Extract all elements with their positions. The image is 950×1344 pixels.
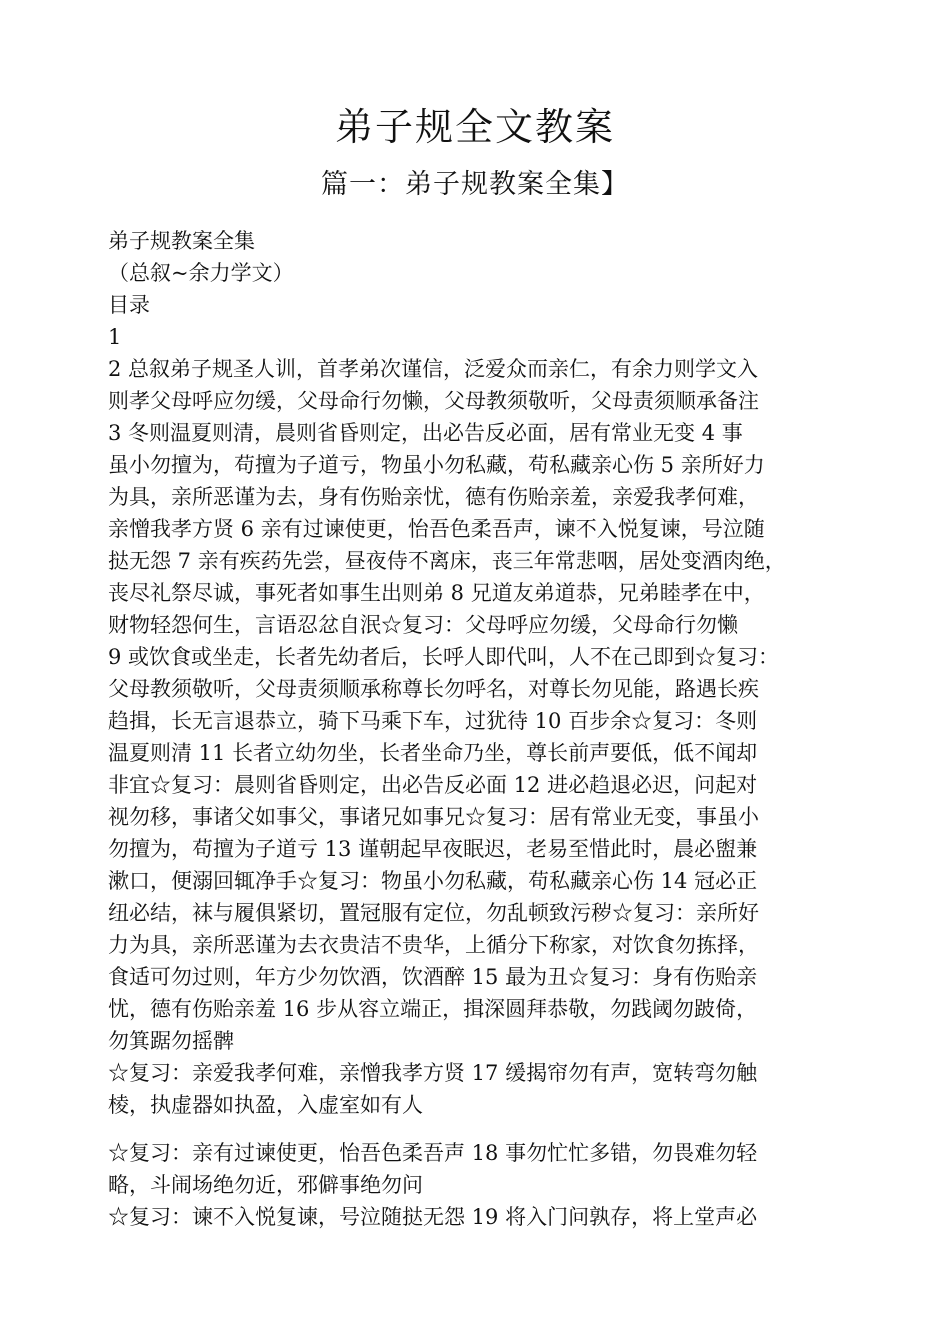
body-line: 漱口，便溺回辄净手☆复习：物虽小勿私藏，苟私藏亲心伤 14 冠必正 bbox=[108, 869, 758, 893]
body-line: 目录 bbox=[108, 293, 150, 317]
body-line: ☆复习：亲有过谏使更，怡吾色柔吾声 18 事勿忙忙多错，勿畏难勿轻 bbox=[108, 1141, 758, 1165]
body-line: 勿擅为，苟擅为子道亏 13 谨朝起早夜眠迟，老易至惜此时，晨必盥兼 bbox=[108, 837, 758, 861]
body-line: 则孝父母呼应勿缓，父母命行勿懒，父母教须敬听，父母责须顺承备注 bbox=[108, 389, 759, 413]
body-line: 棱，执虚器如执盈，入虚室如有人 bbox=[108, 1093, 423, 1117]
body-line: 温夏则清 11 长者立幼勿坐，长者坐命乃坐，尊长前声要低，低不闻却 bbox=[108, 741, 758, 765]
body-line: 勿箕踞勿摇髀 bbox=[108, 1029, 234, 1053]
body-line: 1 bbox=[108, 325, 122, 349]
body-line: ☆复习：亲爱我孝何难，亲憎我孝方贤 17 缓揭帘勿有声，宽转弯勿触 bbox=[108, 1061, 758, 1085]
body-line: 2 总叙弟子规圣人训，首孝弟次谨信，泛爱众而亲仁，有余力则学文入 bbox=[108, 357, 759, 381]
body-line: 父母教须敬听，父母责须顺承称尊长勿呼名，对尊长勿见能，路遇长疾 bbox=[108, 677, 759, 701]
body-line: 纽必结，袜与履俱紧切，置冠服有定位，勿乱顿致污秽☆复习：亲所好 bbox=[108, 901, 759, 925]
body-line: 3 冬则温夏则清，晨则省昏则定，出必告反必面，居有常业无变 4 事 bbox=[108, 421, 743, 445]
body-line: 趋揖，长无言退恭立，骑下马乘下车，过犹待 10 百步余☆复习：冬则 bbox=[108, 709, 758, 733]
body-line: 弟子规教案全集 bbox=[108, 229, 255, 253]
body-line: 挞无怨 7 亲有疾药先尝，昼夜侍不离床，丧三年常悲咽，居处变酒肉绝， bbox=[108, 549, 786, 573]
body-line: 虽小勿擅为，苟擅为子道亏，物虽小勿私藏，苟私藏亲心伤 5 亲所好力 bbox=[108, 453, 765, 477]
document-title: 弟子规全文教案 bbox=[334, 105, 615, 149]
document-body bbox=[108, 225, 848, 1233]
body-line: 非宜☆复习：晨则省昏则定，出必告反必面 12 进必趋退必迟，问起对 bbox=[108, 773, 758, 797]
body-line: ☆复习：谏不入悦复谏，号泣随挞无怨 19 将入门问孰存，将上堂声必 bbox=[108, 1205, 758, 1229]
document-subtitle: 篇一：弟子规教案全集】 bbox=[321, 169, 629, 200]
body-line: 财物轻怨何生，言语忍忿自泯☆复习：父母呼应勿缓，父母命行勿懒 bbox=[108, 613, 738, 637]
paragraph-gap bbox=[108, 1121, 848, 1137]
body-line: 亲憎我孝方贤 6 亲有过谏使更，怡吾色柔吾声，谏不入悦复谏，号泣随 bbox=[108, 517, 765, 541]
body-line: 力为具，亲所恶谨为去衣贵洁不贵华，上循分下称家，对饮食勿拣择， bbox=[108, 933, 759, 957]
body-line: 略，斗闹场绝勿近，邪僻事绝勿问 bbox=[108, 1173, 423, 1197]
body-line: 食适可勿过则，年方少勿饮酒，饮酒醉 15 最为丑☆复习：身有伤贻亲 bbox=[108, 965, 758, 989]
body-line: 为具，亲所恶谨为去，身有伤贻亲忧，德有伤贻亲羞，亲爱我孝何难， bbox=[108, 485, 759, 509]
body-line: 丧尽礼祭尽诚，事死者如事生出则弟 8 兄道友弟道恭，兄弟睦孝在中， bbox=[108, 581, 765, 605]
body-line: 9 或饮食或坐走，长者先幼者后，长呼人即代叫，人不在己即到☆复习： bbox=[108, 645, 780, 669]
body-line: 视勿移，事诸父如事父，事诸兄如事兄☆复习：居有常业无变，事虽小 bbox=[108, 805, 759, 829]
body-line: （总叙~余力学文） bbox=[108, 261, 294, 285]
body-line: 忧，德有伤贻亲羞 16 步从容立端正，揖深圆拜恭敬，勿践阈勿跛倚， bbox=[108, 997, 758, 1021]
